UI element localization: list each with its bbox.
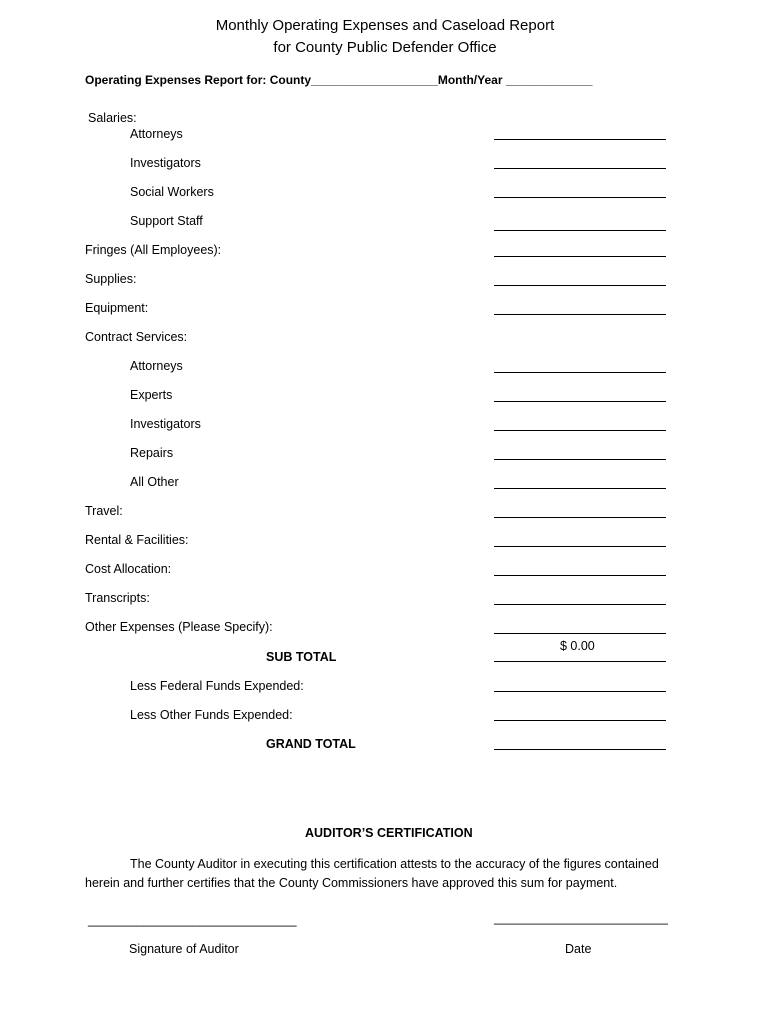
salaries-support-staff-field[interactable] <box>494 230 666 231</box>
transcripts-label: Transcripts: <box>85 591 150 605</box>
rental-facilities-label: Rental & Facilities: <box>85 533 189 547</box>
grand-total-field[interactable] <box>494 749 666 750</box>
fringes-label: Fringes (All Employees): <box>85 243 222 257</box>
salaries-attorneys-field[interactable] <box>494 139 666 140</box>
transcripts-field[interactable] <box>494 604 666 605</box>
less-other-funds-field[interactable] <box>494 720 666 721</box>
equipment-field[interactable] <box>494 314 666 315</box>
salaries-social-workers-field[interactable] <box>494 197 666 198</box>
auditor-signature-label: Signature of Auditor <box>129 942 239 956</box>
salaries-label: Salaries: <box>88 111 137 125</box>
form-title-line2: for County Public Defender Office <box>273 39 497 56</box>
contract-experts-field[interactable] <box>494 401 666 402</box>
salaries-attorneys-label: Attorneys <box>130 127 183 141</box>
contract-all-other-field[interactable] <box>494 488 666 489</box>
form-title-line1: Monthly Operating Expenses and Caseload Report <box>215 17 555 34</box>
salaries-social-workers-label: Social Workers <box>130 185 214 199</box>
date-signature-line[interactable]: _________________________ <box>494 911 668 925</box>
contract-investigators-field[interactable] <box>494 430 666 431</box>
fringes-field[interactable] <box>494 256 666 257</box>
contract-attorneys-label: Attorneys <box>130 359 183 373</box>
auditor-signature-line[interactable]: ______________________________ <box>88 913 297 927</box>
rental-facilities-field[interactable] <box>494 546 666 547</box>
less-federal-funds-field[interactable] <box>494 691 666 692</box>
other-expenses-label: Other Expenses (Please Specify): <box>85 620 273 634</box>
contract-attorneys-field[interactable] <box>494 372 666 373</box>
certification-body: The County Auditor in executing this certification attests to the accuracy of the figures contained herein and further certifies that the County Commissioners have approved this sum for payment. <box>85 857 659 890</box>
contract-repairs-label: Repairs <box>130 446 174 460</box>
cost-allocation-label: Cost Allocation: <box>85 562 172 576</box>
contract-experts-label: Experts <box>130 388 173 402</box>
other-expenses-field[interactable] <box>494 633 666 634</box>
contract-investigators-label: Investigators <box>130 417 201 431</box>
subtotal-field[interactable] <box>494 661 666 662</box>
subtotal-label: SUB TOTAL <box>266 650 337 664</box>
salaries-support-staff-label: Support Staff <box>130 214 203 228</box>
date-label: Date <box>565 942 592 956</box>
certification-heading: AUDITOR’S CERTIFICATION <box>305 826 473 840</box>
travel-field[interactable] <box>494 517 666 518</box>
equipment-label: Equipment: <box>85 301 149 315</box>
report-header: Operating Expenses Report for: County___________________Month/Year _____________ <box>85 73 593 87</box>
cost-allocation-field[interactable] <box>494 575 666 576</box>
travel-label: Travel: <box>85 504 123 518</box>
salaries-investigators-field[interactable] <box>494 168 666 169</box>
less-federal-funds-label: Less Federal Funds Expended: <box>130 679 304 693</box>
less-other-funds-label: Less Other Funds Expended: <box>130 708 293 722</box>
contract-all-other-label: All Other <box>130 475 179 489</box>
salaries-investigators-label: Investigators <box>130 156 201 170</box>
supplies-field[interactable] <box>494 285 666 286</box>
grand-total-label: GRAND TOTAL <box>266 737 356 751</box>
supplies-label: Supplies: <box>85 272 137 286</box>
contract-services-label: Contract Services: <box>85 330 188 344</box>
subtotal-value: $ 0.00 <box>560 639 595 653</box>
contract-repairs-field[interactable] <box>494 459 666 460</box>
